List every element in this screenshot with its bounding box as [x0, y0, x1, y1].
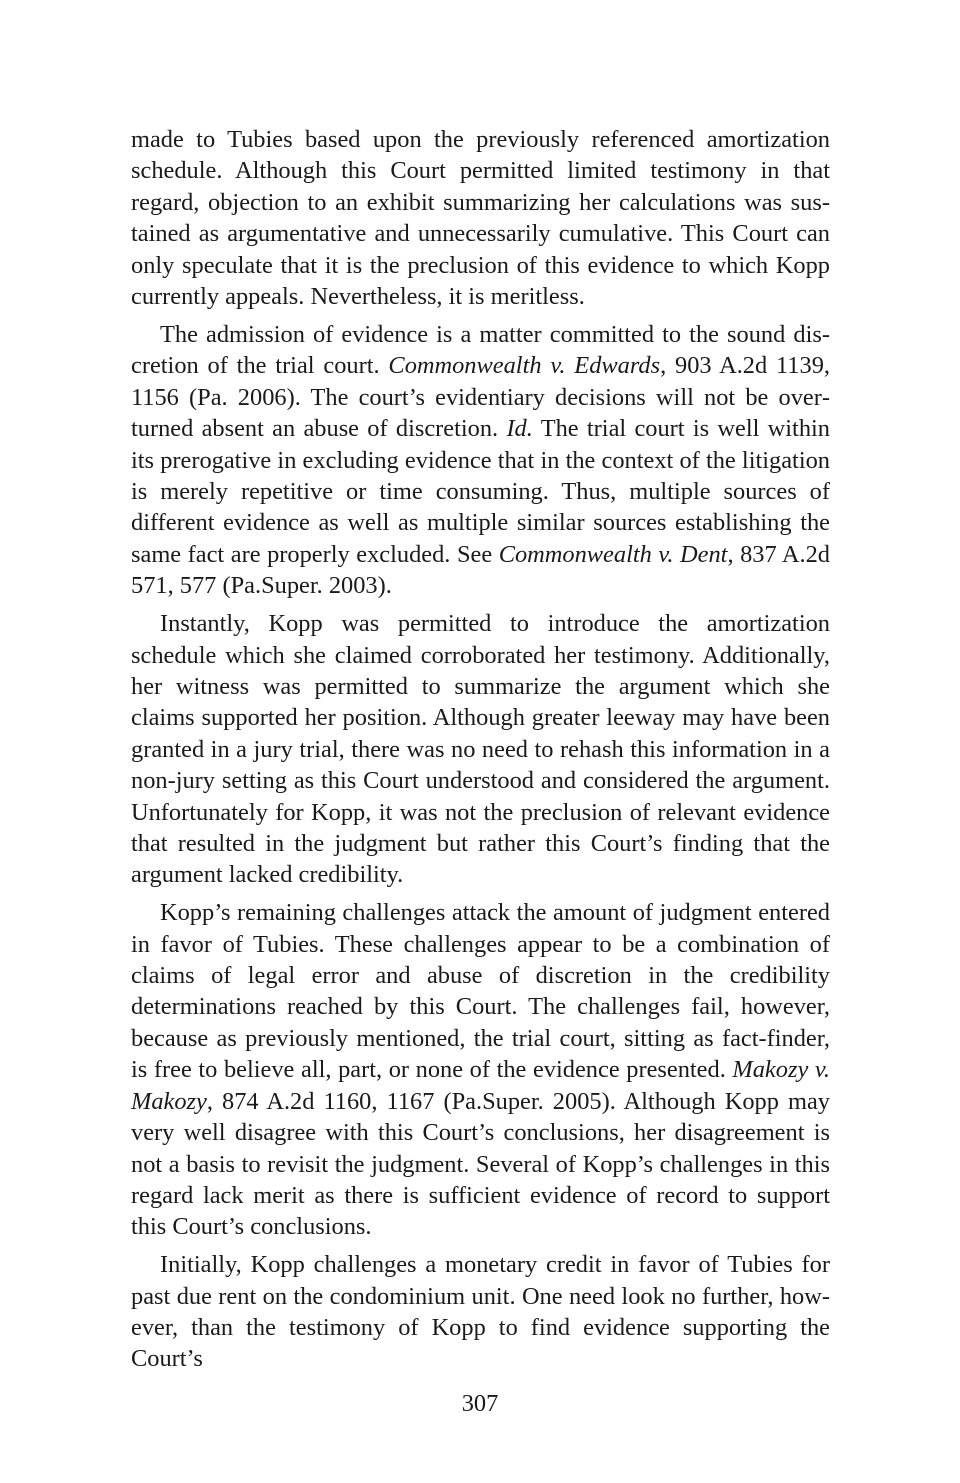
document-body — [131, 124, 830, 1381]
case-citation: Commonwealth v. Edwards — [388, 352, 661, 380]
paragraph-3 — [131, 608, 830, 891]
text-segment: The trial court is well within its prerogative in excluding evidence that in the context of the litigation is merely repetitive or time consuming. Thus, multiple sources of different evidence as well as multiple similar sources establishing the same fact are properly excluded. See — [131, 415, 830, 568]
text-segment: , 903 A.2d 1139, 1156 (Pa. 2006). The court’s evidentiary decisions will not be overturned absent an abuse of discretion. — [131, 352, 830, 443]
text-segment: made to Tubies based upon the previously referenced amortization schedule. Although this Court permitted limited testimony in that regard, objection to an exhibit summarizing her calculations was sustained as argumentative and unnecessarily cumulative. This Court can only speculate that it is the preclusion of this evidence to which Kopp currently appeals. Nevertheless, it is meritless. — [131, 126, 830, 311]
text-segment: , 874 A.2d 1160, 1167 (Pa.Super. 2005). Although Kopp may very well disagree with this Court’s conclusions, her disagreement is not a basis to revisit the judgment. Several of Kopp’s challenges in this regard lack merit as there is sufficient evidence of record to support this Court’s conclusions. — [131, 1087, 830, 1241]
paragraph-4 — [131, 897, 830, 1242]
text-segment: Initially, Kopp challenges a monetary credit in favor of Tubies for past due rent on the condominium unit. One need look no further, however, than the testimony of Kopp to find evidence supporting the Court’s — [131, 1251, 830, 1373]
case-citation: Commonwealth v. Dent — [498, 540, 728, 568]
text-segment: , 837 A.2d 571, 577 (Pa.Super. 2003). — [131, 540, 830, 600]
text-segment: The admission of evidence is a matter committed to the sound discretion of the trial court. — [131, 320, 830, 380]
text-segment: Kopp’s remaining challenges attack the amount of judgment entered in favor of Tubies. These challenges appear to be a combination of claims of legal error and abuse of discretion in the credibility determinations reached by this Court. The challenges fail, however, because as previously mentioned, the trial court, sitting as fact-finder, is free to believe all, part, or none of the evidence presented. — [131, 899, 830, 1084]
case-citation: Makozy v. Makozy — [131, 1056, 830, 1115]
text-segment: Instantly, Kopp was permitted to introduce the amortization schedule which she claimed corroborated her testimony. Additionally, her witness was permitted to summarize the argument which she claims supported her position. Although greater leeway may have been granted in a jury trial, there was no need to rehash this information in a non-jury setting as this Court understood and considered the argument. Unfortunately for Kopp, it was not the preclusion of relevant evidence that resulted in the judgment but rather this Court’s finding that the argument lacked credibility. — [131, 610, 830, 889]
case-citation: Id. — [506, 415, 533, 443]
page-number: 307 — [461, 1390, 499, 1417]
paragraph-1 — [131, 124, 830, 312]
paragraph-5 — [131, 1249, 830, 1375]
paragraph-2 — [131, 319, 830, 602]
